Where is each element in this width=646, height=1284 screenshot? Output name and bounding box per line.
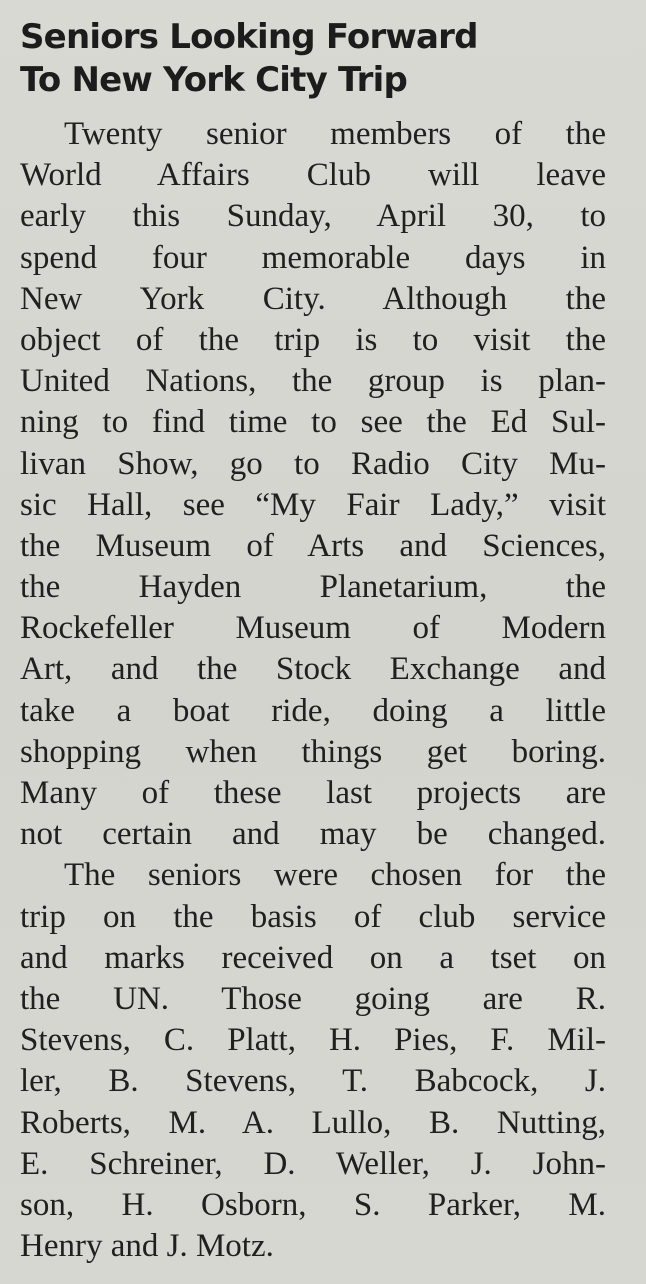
body-line: E. Schreiner, D. Weller, J. John- [20, 1145, 606, 1182]
body-line: World Affairs Club will leave [20, 157, 606, 194]
body-line: ning to find time to see the Ed Sul- [20, 404, 606, 441]
body-line: spend four memorable days in [20, 239, 606, 276]
body-line: shopping when things get boring. [20, 733, 606, 770]
body-line: Rockefeller Museum of Modern [20, 610, 606, 647]
body-line: the Hayden Planetarium, the [20, 569, 606, 606]
body-line: early this Sunday, April 30, to [20, 198, 606, 235]
body-line: take a boat ride, doing a little [20, 692, 606, 729]
body-line: ler, B. Stevens, T. Babcock, J. [20, 1063, 606, 1100]
body-line: Roberts, M. A. Lullo, B. Nutting, [20, 1104, 606, 1141]
body-line: The seniors were chosen for the [64, 857, 606, 894]
body-line: son, H. Osborn, S. Parker, M. [20, 1186, 606, 1223]
body-line: Art, and the Stock Exchange and [20, 651, 606, 688]
body-line: Henry and J. Motz. [20, 1228, 274, 1265]
body-line: and marks received on a tset on [20, 939, 606, 976]
body-line: trip on the basis of club service [20, 898, 606, 935]
body-line: object of the trip is to visit the [20, 321, 606, 358]
body-line: Many of these last projects are [20, 775, 606, 811]
headline-line: To New York City Trip [20, 60, 407, 100]
body-line: New York City. Although the [20, 280, 606, 317]
article-body [20, 114, 606, 1267]
body-line: Stevens, C. Platt, H. Pies, F. Mil- [20, 1022, 606, 1059]
paragraph-2 [20, 855, 606, 1267]
body-line: United Nations, the group is plan- [20, 363, 606, 400]
body-line: the UN. Those going are R. [20, 980, 606, 1017]
article-headline [20, 16, 630, 102]
headline-line: Seniors Looking Forward [20, 17, 478, 57]
body-line: not certain and may be changed. [20, 816, 606, 853]
paragraph-1 [20, 114, 606, 855]
body-line: Twenty senior members of the [64, 116, 606, 152]
body-line: livan Show, go to Radio City Mu- [20, 445, 606, 482]
body-line: the Museum of Arts and Sciences, [20, 527, 606, 564]
body-line: sic Hall, see “My Fair Lady,” visit [20, 486, 606, 523]
